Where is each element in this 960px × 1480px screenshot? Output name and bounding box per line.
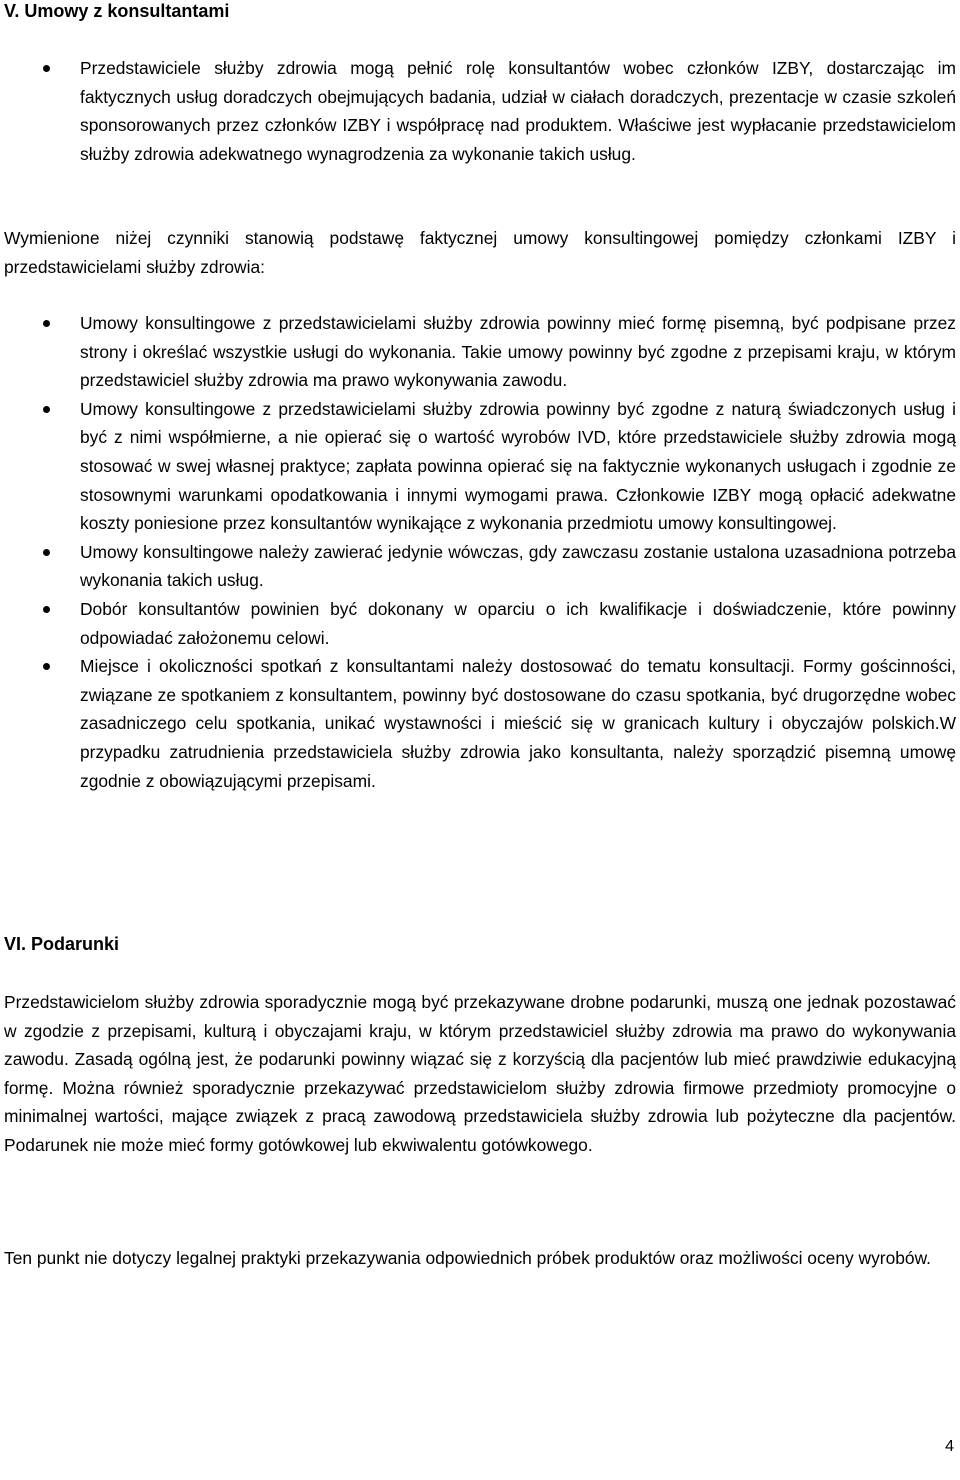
list-item-text: Umowy konsultingowe z przedstawicielami służby zdrowia powinny mieć formę pisemną, być podpisane przez strony i określać wszystkie usługi do wykonania. Takie umowy powinny być zgodne z przepisami kraju, w którym przedstawiciel służby zdrowia ma prawo wykonywania zawodu. [80,313,956,391]
bullet-list-consultants-intro [0,54,960,168]
samples-paragraph: Ten punkt nie dotyczy legalnej praktyki przekazywania odpowiednich próbek produktów oraz możliwości oceny wyrobów. [4,1248,932,1268]
bullet-list-consultant-rules [0,309,960,795]
list-item [0,395,956,538]
bullet-icon [43,549,50,556]
section-heading-podarunki: VI. Podarunki [4,934,120,954]
list-item-text: Miejsce i okoliczności spotkań z konsultantami należy dostosować do tematu konsultacji. Formy gościnności, związane ze spotkaniem z konsultantem, powinny być dostosowane do czasu spotkania, być drugorzędne wobec zasadniczego celu spotkania, unikać wystawności i mieścić się w granicach kultury i obyczajów polskich.W przypadku zatrudnienia przedstawiciela służby zdrowia jako konsultanta, należy sporządzić pisemną umowę zgodnie z obowiązującymi przepisami. [80,656,956,791]
bullet-icon [43,320,50,327]
list-item [0,309,956,395]
gifts-paragraph: Przedstawicielom służby zdrowia sporadycznie mogą być przekazywane drobne podarunki, muszą one jednak pozostawać w zgodzie z przepisami, kulturą i obyczajami kraju, w którym przedstawiciel służby zdrowia ma prawo do wykonywania zawodu. Zasadą ogólną jest, że podarunki powinny wiązać się z korzyścią dla pacjentów lub mieć prawdziwie edukacyjną formę. Można również sporadycznie przekazywać przedstawicielom służby zdrowia firmowe przedmioty promocyjne o minimalnej wartości, mające związek z pracą zawodową przedstawiciela służby zdrowia lub pożyteczne dla pacjentów. Podarunek nie może mieć formy gotówkowej lub ekwiwalentu gotówkowego. [4,992,956,1155]
list-item-text: Dobór konsultantów powinien być dokonany w oparciu o ich kwalifikacje i doświadczenie, które powinny odpowiadać założonemu celowi. [80,598,956,648]
list-item [0,595,956,652]
bullet-icon [43,606,50,613]
list-item [0,538,956,595]
section-heading-umowy: V. Umowy z konsultantami [4,1,230,21]
bullet-icon [43,65,50,72]
bullet-icon [43,406,50,413]
list-item [0,652,956,795]
page-number: 4 [945,1438,954,1455]
list-item-text: Przedstawiciele służby zdrowia mogą pełnić rolę konsultantów wobec członków IZBY, dostarczając im faktycznych usług doradczych obejmujących badania, udział w ciałach doradczych, prezentacje w czasie szkoleń sponsorowanych przez członków IZBY i współpracę nad produktem. Właściwe jest wypłacanie przedstawicielom służby zdrowia adekwatnego wynagrodzenia za wykonanie takich usług. [80,58,956,164]
list-item-text: Umowy konsultingowe należy zawierać jedynie wówczas, gdy zawczasu zostanie ustalona uzasadniona potrzeba wykonania takich usług. [80,541,956,591]
list-item-text: Umowy konsultingowe z przedstawicielami służby zdrowia powinny być zgodne z naturą świadczonych usług i być z nimi współmierne, a nie opierać się o wartość wyrobów IVD, które przedstawiciele służby zdrowia mogą stosować w swej własnej praktyce; zapłata powinna opierać się na faktycznie wykonanych usługach i zgodnie ze stosownymi warunkami opodatkowania i innymi wymogami prawa. Członkowie IZBY mogą opłacić adekwatne koszty poniesione przez konsultantów wynikające z wykonania przedmiotu umowy konsultingowej. [80,398,956,534]
bullet-icon [43,663,50,670]
intro-paragraph: Wymienione niżej czynniki stanowią podstawę faktycznej umowy konsultingowej pomiędzy członkami IZBY i przedstawicielami służby zdrowia: [4,228,956,277]
list-item [0,54,956,168]
